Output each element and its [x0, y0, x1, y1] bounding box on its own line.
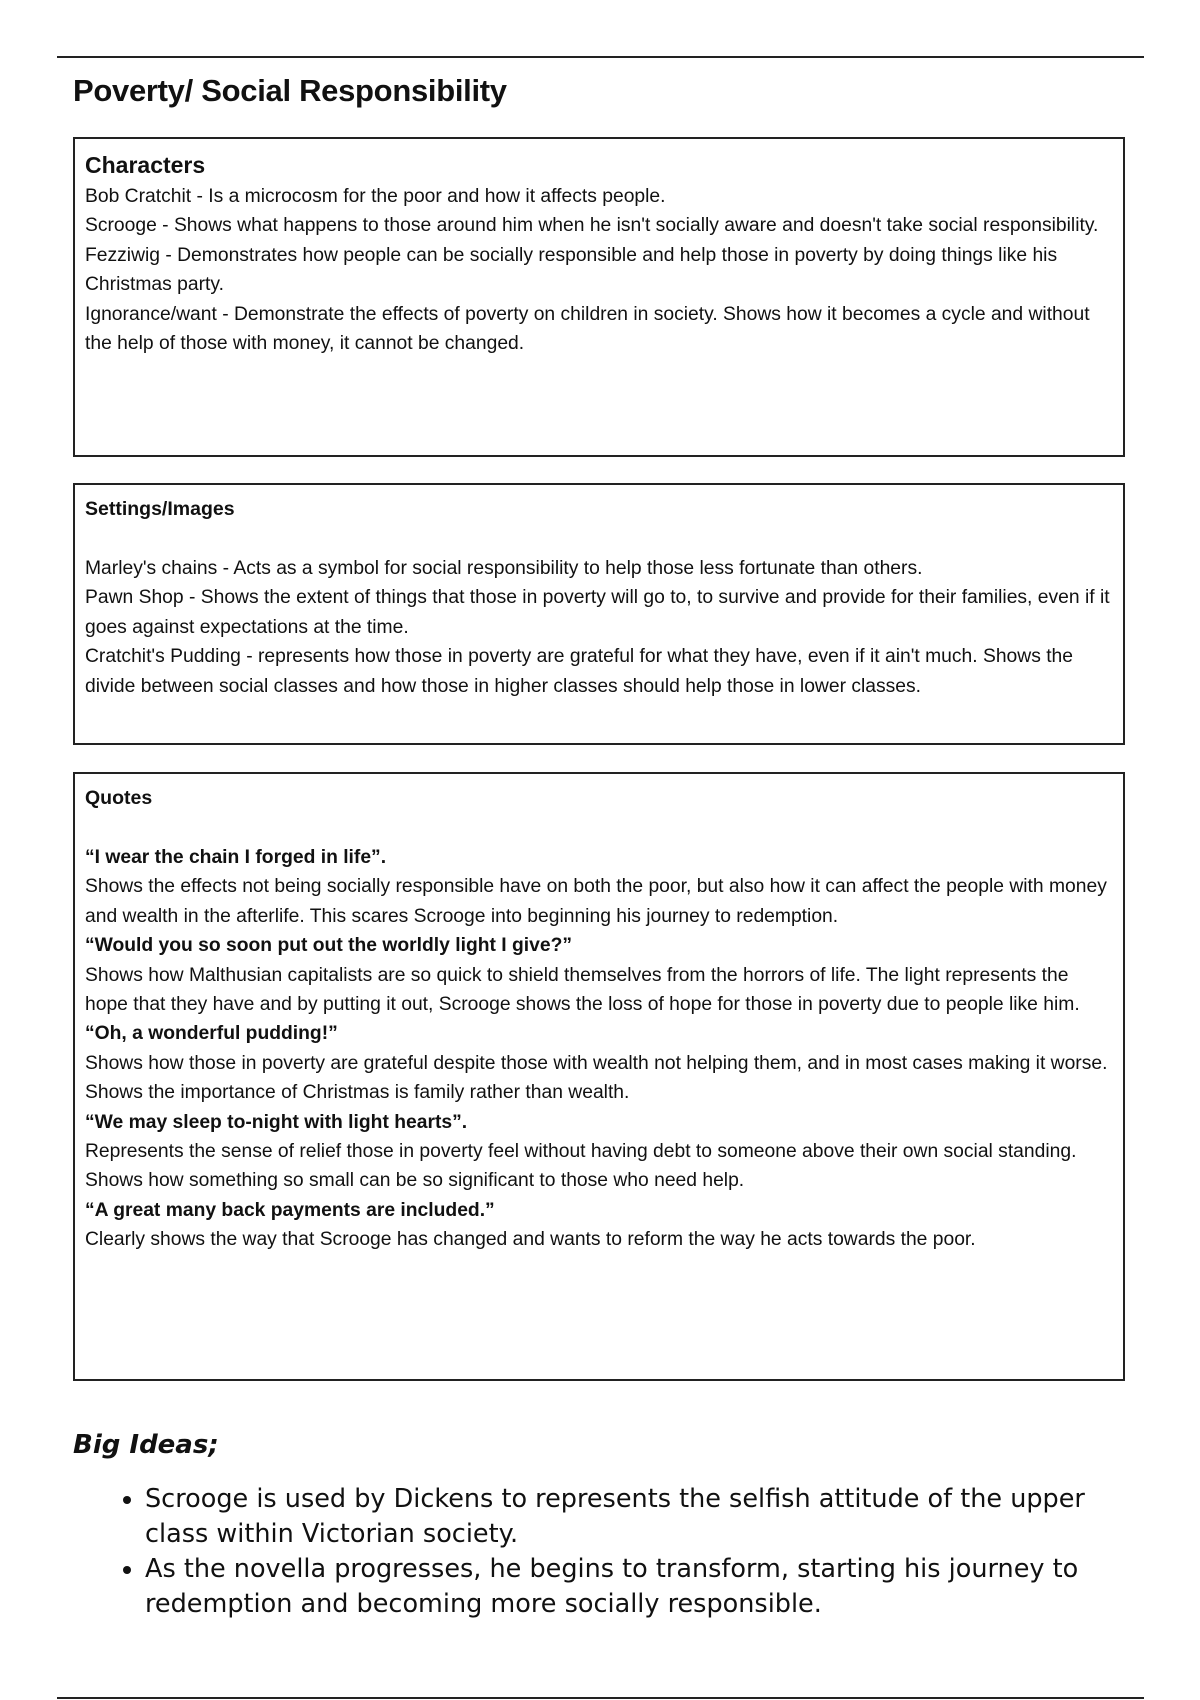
- setting-line: Marley's chains - Acts as a symbol for social responsibility to help those less fortunate than others.: [85, 558, 923, 579]
- spacer: [85, 524, 1113, 554]
- characters-heading: Characters: [85, 152, 206, 178]
- bottom-rule: [57, 1697, 1144, 1699]
- quote-analysis: Shows how Malthusian capitalists are so quick to shield themselves from the horrors of life. The light represents the hope that they have and by putting it out, Scrooge shows the loss of hope for those in poverty due to people like him.: [85, 964, 1080, 1016]
- quote-text: “I wear the chain I forged in life”.: [85, 847, 387, 868]
- quote-analysis: Shows how those in poverty are grateful despite those with wealth not helping them, and in most cases making it worse. Shows the importance of Christmas is family rather than wealth.: [85, 1052, 1108, 1104]
- big-idea-item: • As the novella progresses, he begins to transform, starting his journey to redemption and becoming more socially responsible.: [145, 1552, 1133, 1621]
- big-ideas-heading: Big Ideas;: [73, 1430, 219, 1460]
- quote-text: “Oh, a wonderful pudding!”: [85, 1023, 338, 1045]
- quote-text: “We may sleep to-night with light hearts”.: [85, 1111, 468, 1133]
- characters-box: [73, 137, 1125, 457]
- setting-line: Pawn Shop - Shows the extent of things that those in poverty will go to, to survive and provide for their families, even if it goes against expectations at the time.: [85, 587, 1110, 638]
- page-title: Poverty/ Social Responsibility: [73, 73, 507, 108]
- character-line: Scrooge - Shows what happens to those around him when he isn't socially aware and doesn't take social responsibility.: [85, 215, 1099, 237]
- settings-heading: Settings/Images: [85, 498, 235, 520]
- top-rule: [57, 56, 1144, 58]
- quote-text: “A great many back payments are included.”: [85, 1199, 495, 1221]
- big-idea-item: • Scrooge is used by Dickens to represents the selfish attitude of the upper class within Victorian society.: [145, 1482, 1133, 1551]
- big-ideas-list: [73, 1482, 1133, 1622]
- character-line: Ignorance/want - Demonstrate the effects of poverty on children in society. Shows how it becomes a cycle and without the help of those with money, it cannot be changed.: [85, 303, 1090, 355]
- character-line: Fezziwig - Demonstrates how people can be socially responsible and help those in poverty by doing things like his Christmas party.: [85, 244, 1058, 296]
- quotes-heading: Quotes: [85, 787, 153, 809]
- quotes-box: [73, 772, 1125, 1381]
- character-line: Bob Cratchit - Is a microcosm for the poor and how it affects people.: [85, 186, 666, 207]
- quote-text: “Would you so soon put out the worldly light I give?”: [85, 935, 573, 957]
- quote-analysis: Clearly shows the way that Scrooge has changed and wants to reform the way he acts towards the poor.: [85, 1229, 976, 1251]
- quote-analysis: Shows the effects not being socially responsible have on both the poor, but also how it can affect the people with money and wealth in the afterlife. This scares Scrooge into beginning his journey to redemption.: [85, 876, 1107, 927]
- settings-box: [73, 483, 1125, 745]
- setting-line: Cratchit's Pudding - represents how those in poverty are grateful for what they have, even if it ain't much. Shows the divide between social classes and how those in higher classes should help those in lower classes.: [85, 646, 1074, 697]
- quote-analysis: Represents the sense of relief those in poverty feel without having debt to someone above their own social standing. Shows how something so small can be so significant to those who need help.: [85, 1141, 1077, 1192]
- spacer: [85, 813, 1113, 843]
